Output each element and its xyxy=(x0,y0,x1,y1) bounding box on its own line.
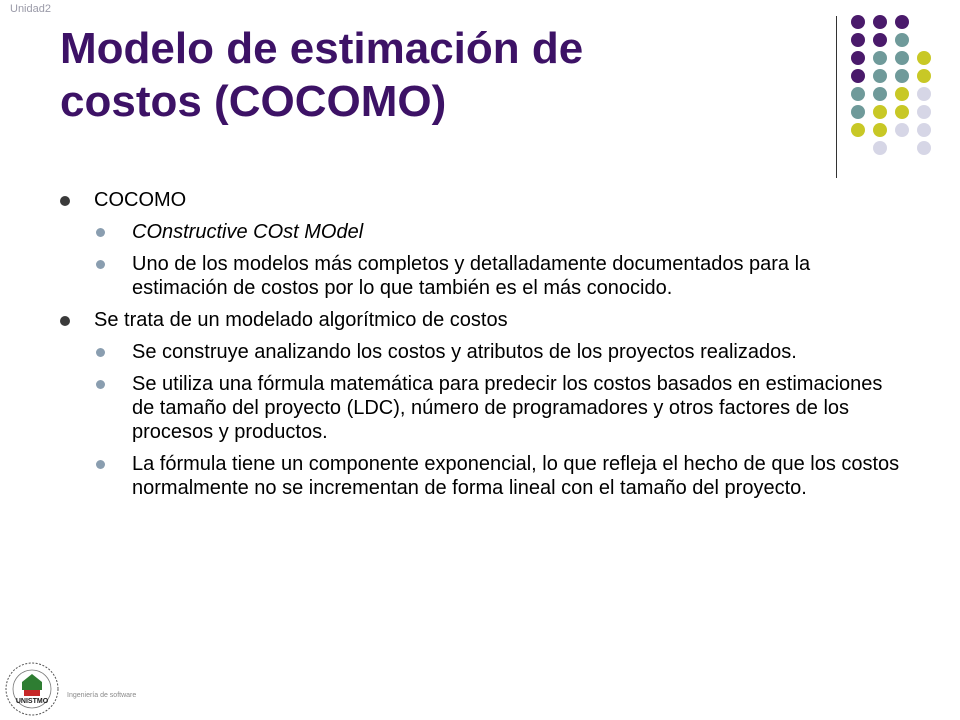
decorative-dot xyxy=(851,123,865,137)
sub-list-item-text: Se utiliza una fórmula matemática para predecir los costos basados en estimaciones de tamaño del proyecto (LDC), número de programadores y otros factores de los procesos y productos. xyxy=(132,373,883,443)
decorative-dot xyxy=(851,33,865,47)
list-item xyxy=(60,188,920,212)
decorative-dot xyxy=(873,87,887,101)
slide-title-line1: Modelo de estimación de xyxy=(60,24,584,73)
decorative-dot xyxy=(917,123,931,137)
list-item-text: Se trata de un modelado algorítmico de costos xyxy=(94,309,508,331)
sub-list-item-text: La fórmula tiene un componente exponencial, lo que refleja el hecho de que los costos normalmente no se incrementan de forma lineal con el tamaño del proyecto. xyxy=(132,453,900,499)
decorative-dot xyxy=(917,141,931,155)
decorative-dot xyxy=(873,123,887,137)
decorative-dot xyxy=(895,33,909,47)
decorative-dot xyxy=(873,141,887,155)
list-item xyxy=(60,308,920,332)
sub-list-item xyxy=(60,252,920,300)
decorative-dot xyxy=(851,69,865,83)
bullet-icon xyxy=(60,196,70,206)
decorative-dot xyxy=(895,15,909,29)
decorative-dot xyxy=(895,105,909,119)
decorative-dot-grid xyxy=(0,0,960,200)
sub-bullet-icon xyxy=(96,228,105,237)
decorative-dot xyxy=(851,87,865,101)
decorative-dot xyxy=(895,69,909,83)
decorative-dot xyxy=(895,123,909,137)
sub-bullet-icon xyxy=(96,460,105,469)
unit-label: Unidad2 xyxy=(10,3,51,15)
decorative-dot xyxy=(895,87,909,101)
bullet-icon xyxy=(60,316,70,326)
decorative-dot xyxy=(917,51,931,65)
sub-list-item xyxy=(60,340,920,364)
sub-bullet-icon xyxy=(96,348,105,357)
sub-list-item xyxy=(60,452,920,500)
university-logo xyxy=(4,660,60,718)
decorative-dot xyxy=(873,51,887,65)
bullet-list xyxy=(60,188,920,508)
decorative-dot xyxy=(873,15,887,29)
decorative-dot xyxy=(873,105,887,119)
sub-bullet-icon xyxy=(96,380,105,389)
sub-list-item-text: COnstructive COst MOdel xyxy=(132,221,364,243)
sub-list-item xyxy=(60,372,920,444)
decorative-dot xyxy=(851,51,865,65)
decorative-dot xyxy=(917,69,931,83)
sub-bullet-icon xyxy=(96,260,105,269)
sub-list-item-text: Uno de los modelos más completos y detalladamente documentados para la estimación de costos por lo que también es el más conocido. xyxy=(132,253,811,299)
decorative-dot xyxy=(917,87,931,101)
sub-list-item-text: Se construye analizando los costos y atributos de los proyectos realizados. xyxy=(132,341,797,363)
decorative-dot xyxy=(917,105,931,119)
list-item-text: COCOMO xyxy=(94,189,187,211)
decorative-dot xyxy=(851,105,865,119)
vertical-divider xyxy=(836,16,837,178)
logo-text: UNISTMO xyxy=(15,698,49,705)
sub-list-item xyxy=(60,220,920,244)
decorative-dot xyxy=(873,69,887,83)
decorative-dot xyxy=(895,51,909,65)
decorative-dot xyxy=(873,33,887,47)
decorative-dot xyxy=(851,15,865,29)
slide-title-line2: costos (COCOMO) xyxy=(60,77,447,126)
footer-text: Ingeniería de software xyxy=(67,692,137,699)
